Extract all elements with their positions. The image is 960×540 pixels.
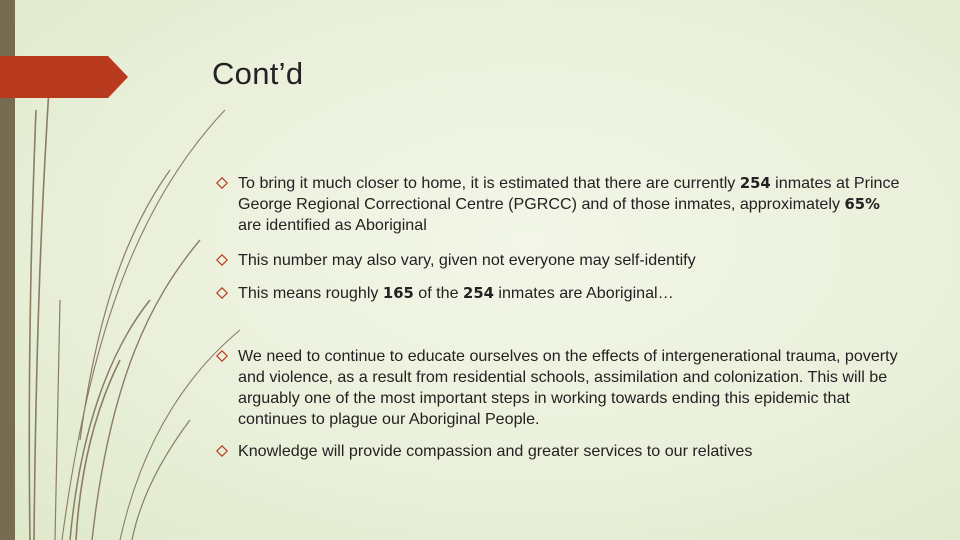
bullet-text: inmates are Aboriginal… bbox=[493, 284, 674, 302]
bullet-text: are identified as Aboriginal bbox=[238, 216, 427, 234]
bullet-item bbox=[216, 441, 906, 462]
bullet-list bbox=[216, 173, 906, 462]
bullet-text: This means roughly bbox=[238, 284, 383, 302]
bullet-item bbox=[216, 283, 906, 304]
slide-title: Cont’d bbox=[212, 56, 304, 91]
diamond-outline-icon bbox=[216, 350, 228, 362]
bullet-text: Knowledge will provide compassion and greater services to our relatives bbox=[238, 442, 753, 460]
diamond-outline-icon bbox=[216, 254, 228, 266]
bullet-text: We need to continue to educate ourselves on the effects of intergenerational trauma, poverty and violence, as a result from residential schools, assimilation and colonization. This will be arguably one of the most important steps in working towards ending this epidemic that continues to plague our Aboriginal People. bbox=[238, 347, 898, 428]
bullet-item bbox=[216, 346, 906, 430]
bullet-text: of the bbox=[413, 284, 464, 302]
bullet-text: To bring it much closer to home, it is estimated that there are currently bbox=[238, 174, 740, 192]
bullet-item bbox=[216, 173, 906, 236]
inmate-count: 254 bbox=[739, 175, 771, 192]
aboriginal-count: 165 bbox=[382, 285, 414, 302]
diamond-outline-icon bbox=[216, 287, 228, 299]
diamond-outline-icon bbox=[216, 445, 228, 457]
percentage-value: 65% bbox=[844, 196, 880, 213]
bullet-text: This number may also vary, given not everyone may self-identify bbox=[238, 251, 696, 269]
bullet-text: inmates at Prince George Regional Correctional Centre (PGRCC) and of those inmates, approximately bbox=[238, 174, 900, 213]
bullet-item bbox=[216, 250, 906, 271]
inmate-count: 254 bbox=[463, 285, 494, 302]
diamond-outline-icon bbox=[216, 177, 228, 189]
accent-arrow-tab bbox=[0, 56, 128, 98]
